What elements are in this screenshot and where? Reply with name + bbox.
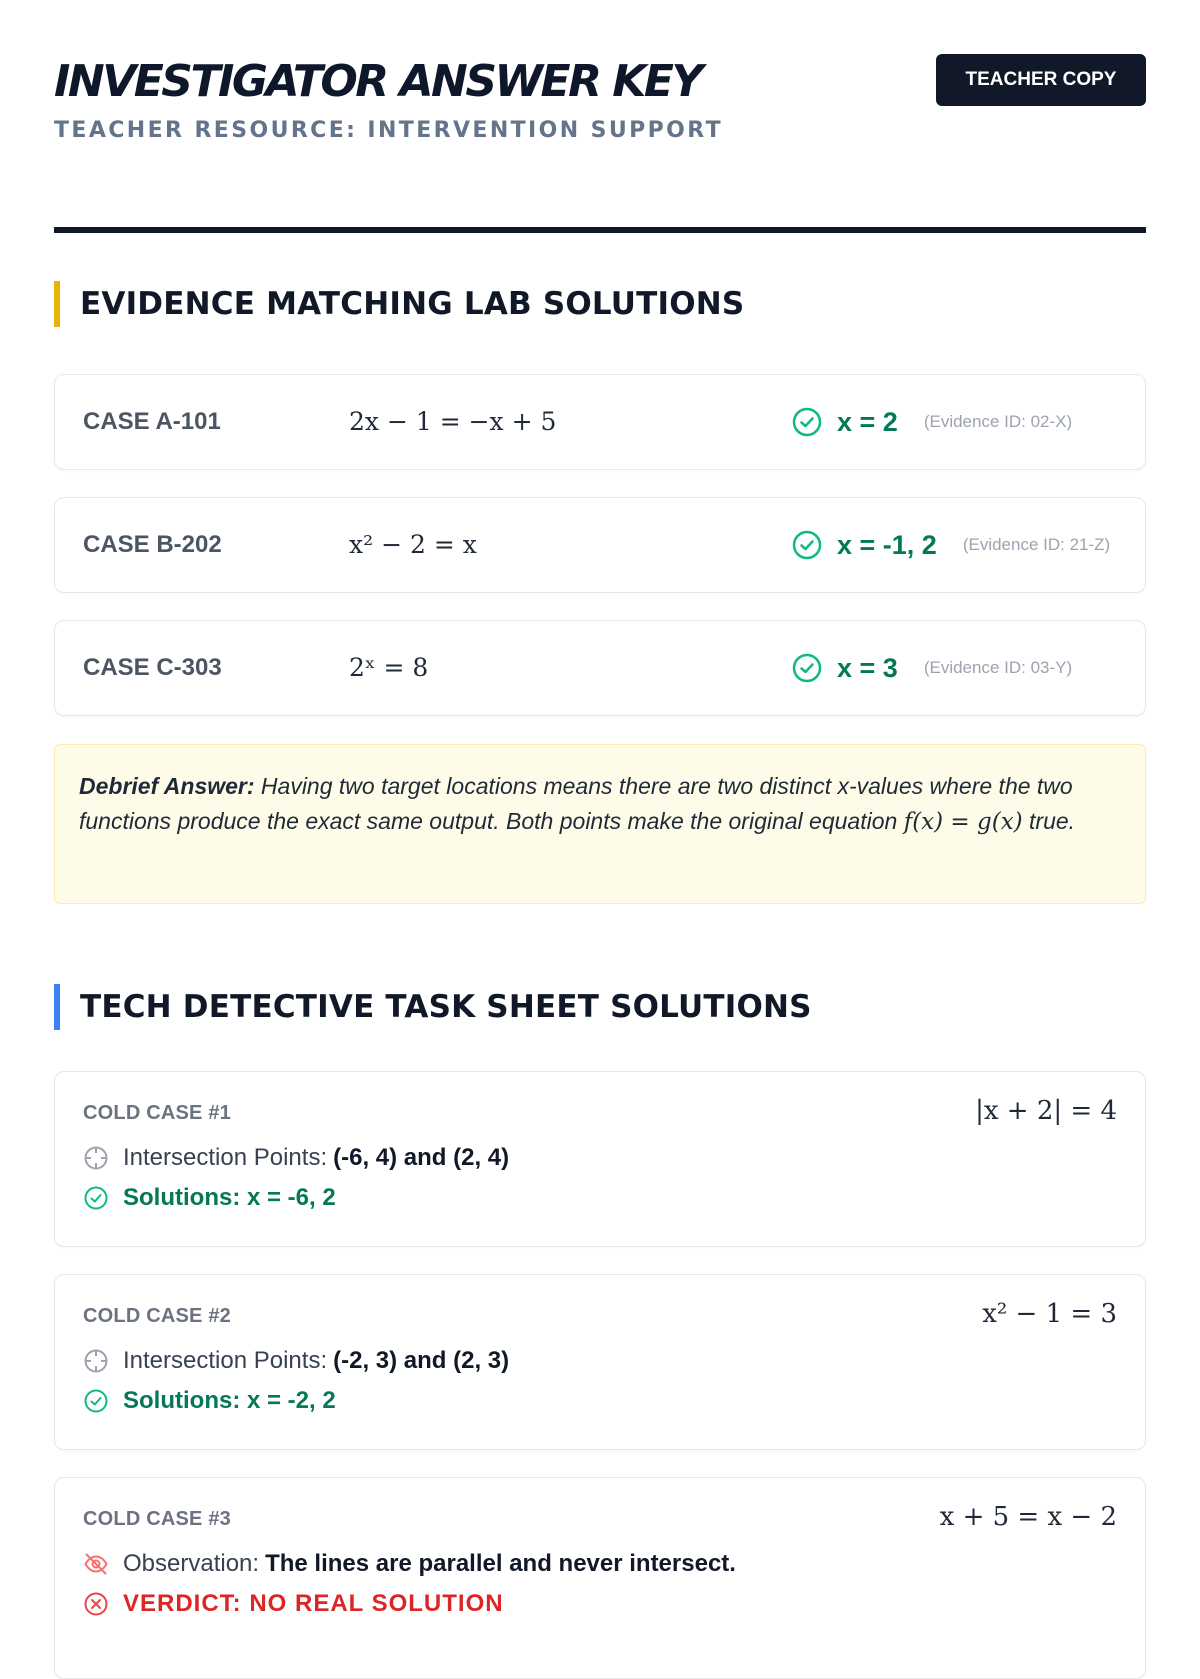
section-heading-label: EVIDENCE MATCHING LAB SOLUTIONS bbox=[80, 286, 745, 322]
case-row bbox=[54, 374, 1146, 470]
check-circle-icon bbox=[791, 406, 823, 438]
solution-line bbox=[83, 1184, 336, 1212]
case-row bbox=[54, 620, 1146, 716]
solution-text: Solutions: x = -2, 2 bbox=[123, 1387, 336, 1414]
case-id: CASE B-202 bbox=[83, 531, 222, 558]
case-row bbox=[54, 497, 1146, 593]
debrief-math: f(x) = g(x) bbox=[903, 809, 1023, 835]
case-answer-value: x = -1, 2 bbox=[837, 529, 937, 560]
debrief-text-end: true. bbox=[1022, 808, 1076, 834]
verdict-line bbox=[83, 1590, 504, 1618]
cold-case-card bbox=[54, 1477, 1146, 1679]
case-equation: x² − 2 = x bbox=[349, 530, 477, 559]
debrief-lead: Debrief Answer: bbox=[79, 773, 255, 799]
case-equation: 2x − 1 = −x + 5 bbox=[349, 407, 557, 436]
case-answer-value: x = 2 bbox=[837, 406, 898, 437]
evidence-id: (Evidence ID: 02-X) bbox=[923, 412, 1073, 431]
section-accent-bar bbox=[54, 984, 60, 1030]
page-title: INVESTIGATOR ANSWER KEY bbox=[54, 56, 701, 107]
evidence-section-heading bbox=[54, 280, 1146, 328]
header-divider bbox=[54, 227, 1146, 233]
line-value: (-6, 4) and (2, 4) bbox=[333, 1144, 510, 1171]
page-subtitle: TEACHER RESOURCE: INTERVENTION SUPPORT bbox=[54, 118, 724, 143]
case-answer bbox=[791, 375, 1072, 469]
check-circle-icon bbox=[791, 529, 823, 561]
check-circle-icon bbox=[791, 652, 823, 684]
teacher-copy-badge: TEACHER COPY bbox=[936, 54, 1146, 106]
cold-case-title: COLD CASE #2 bbox=[83, 1305, 231, 1327]
line-value: The lines are parallel and never intersect. bbox=[265, 1550, 736, 1577]
observation-line bbox=[83, 1550, 736, 1578]
cold-case-equation: |x + 2| = 4 bbox=[975, 1096, 1117, 1126]
case-equation: 2ˣ = 8 bbox=[349, 653, 429, 682]
cold-case-title: COLD CASE #3 bbox=[83, 1508, 231, 1530]
crosshair-icon bbox=[83, 1348, 109, 1374]
line-label: Intersection Points: bbox=[123, 1144, 328, 1171]
line-value: (-2, 3) and (2, 3) bbox=[333, 1347, 510, 1374]
case-answer bbox=[791, 621, 1072, 715]
check-circle-icon bbox=[83, 1185, 109, 1211]
evidence-id: (Evidence ID: 03-Y) bbox=[923, 658, 1073, 677]
debrief-answer-box bbox=[54, 744, 1146, 904]
case-id: CASE A-101 bbox=[83, 408, 221, 435]
section-accent-bar bbox=[54, 281, 60, 327]
verdict-text: VERDICT: NO REAL SOLUTION bbox=[123, 1590, 504, 1617]
page-header bbox=[54, 52, 1146, 152]
eye-off-icon bbox=[83, 1551, 109, 1577]
cold-case-equation: x + 5 = x − 2 bbox=[939, 1502, 1117, 1532]
cold-case-title: COLD CASE #1 bbox=[83, 1102, 231, 1124]
case-answer bbox=[791, 498, 1110, 592]
case-id: CASE C-303 bbox=[83, 654, 222, 681]
line-label: Intersection Points: bbox=[123, 1347, 328, 1374]
solution-line bbox=[83, 1387, 336, 1415]
tech-section-heading bbox=[54, 983, 1146, 1031]
case-answer-value: x = 3 bbox=[837, 652, 898, 683]
crosshair-icon bbox=[83, 1145, 109, 1171]
intersection-line bbox=[83, 1144, 509, 1172]
line-label: Observation: bbox=[123, 1550, 260, 1577]
debrief-text: Having two target locations means there are two distinct x-values where the two functions produce the exact same output. Both points make the original equation bbox=[79, 773, 1073, 834]
cold-case-card bbox=[54, 1274, 1146, 1450]
check-circle-icon bbox=[83, 1388, 109, 1414]
cold-case-equation: x² − 1 = 3 bbox=[982, 1299, 1117, 1329]
x-circle-icon bbox=[83, 1591, 109, 1617]
solution-text: Solutions: x = -6, 2 bbox=[123, 1184, 336, 1211]
cold-case-card bbox=[54, 1071, 1146, 1247]
intersection-line bbox=[83, 1347, 509, 1375]
evidence-id: (Evidence ID: 21-Z) bbox=[962, 535, 1111, 554]
section-heading-label: TECH DETECTIVE TASK SHEET SOLUTIONS bbox=[80, 989, 812, 1025]
